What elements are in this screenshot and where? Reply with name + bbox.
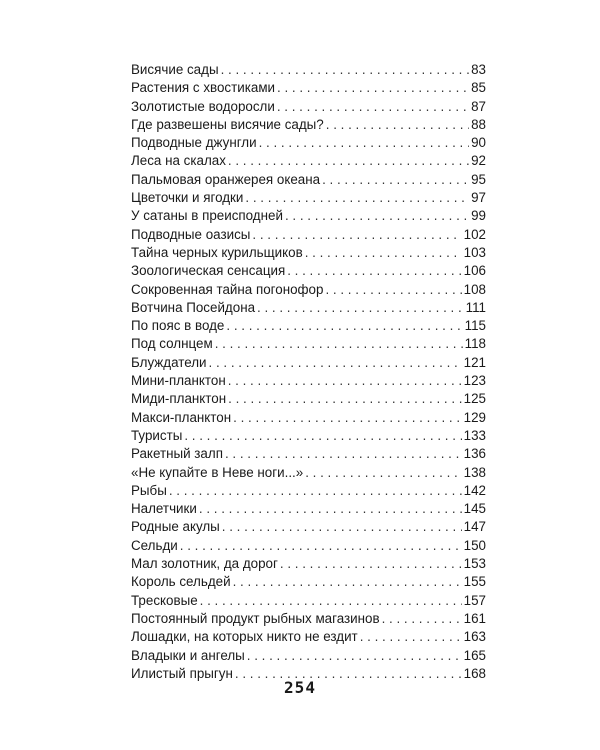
table-of-contents [131,61,486,683]
dot-leader [280,555,462,573]
toc-entry-title: Рыбы [131,482,167,498]
toc-entry-page: 85 [471,80,486,96]
toc-entry-title: По пояс в воде [131,318,225,334]
dot-leader [200,592,462,610]
dot-leader [215,335,463,353]
toc-entry-page: 123 [463,373,486,389]
toc-entry [131,61,486,79]
dot-leader [305,244,462,262]
toc-entry-title: Сельди [131,537,178,553]
toc-entry-title: Владыки и ангелы [131,647,245,663]
toc-entry-page: 147 [463,519,486,535]
toc-entry [131,79,486,97]
toc-entry-title: Растения с хвостиками [131,80,276,96]
toc-entry-title: Родные акулы [131,519,220,535]
toc-entry [131,317,486,335]
dot-leader [277,79,469,97]
toc-entry-title: Леса на скалах [131,153,226,169]
toc-entry [131,244,486,262]
toc-entry-page: 99 [471,208,486,224]
dot-leader [209,354,462,372]
toc-entry [131,354,486,372]
dot-leader [287,262,461,280]
toc-entry [131,464,486,482]
toc-entry [131,171,486,189]
toc-entry-title: Сокровенная тайна погонофор [131,281,324,297]
toc-entry-title: Тайна черных курильщиков [131,244,303,260]
toc-entry [131,500,486,518]
toc-entry-title: Золотистые водоросли [131,98,275,114]
dot-leader [259,134,469,152]
toc-entry-title: Миди-планктон [131,391,227,407]
toc-entry-title: Цветочки и ягодки [131,190,244,206]
toc-entry [131,573,486,591]
toc-entry-page: 88 [471,116,486,132]
page-number: 254 [284,678,316,697]
toc-entry-title: У сатаны в преисподней [131,208,283,224]
toc-entry-title: Мал золотник, да дорог [131,556,278,572]
dot-leader [360,628,462,646]
toc-entry-title: «Не купайте в Неве ноги...» [131,464,304,480]
toc-entry-page: 125 [463,391,486,407]
toc-entry-title: Тресковые [131,592,198,608]
toc-entry-title: Зоологическая сенсация [131,263,286,279]
toc-entry-title: Ракетный залп [131,446,223,462]
dot-leader [228,390,462,408]
toc-entry [131,152,486,170]
toc-entry-title: Висячие сады [131,62,219,77]
toc-entry [131,335,486,353]
toc-entry-page: 111 [465,299,486,315]
dot-leader [226,317,462,335]
dot-leader [322,171,469,189]
toc-entry-page: 161 [463,610,486,626]
toc-entry-page: 136 [463,446,486,462]
toc-entry [131,189,486,207]
dot-leader [199,500,462,518]
dot-leader [221,61,470,79]
toc-entry [131,226,486,244]
dot-leader [225,445,462,463]
toc-entry [131,482,486,500]
dot-leader [252,226,461,244]
toc-entry [131,281,486,299]
toc-entry [131,116,486,134]
dot-leader [180,537,462,555]
toc-entry-title: Под солнцем [131,336,213,352]
toc-entry-page: 95 [471,171,486,187]
dot-leader [245,189,469,207]
toc-entry-title: Где развешены висячие сады? [131,116,324,132]
toc-entry-page: 90 [471,135,486,151]
dot-leader [247,647,462,665]
toc-entry-page: 102 [463,226,486,242]
toc-entry-page: 150 [463,537,486,553]
toc-entry-page: 106 [463,263,486,279]
toc-entry-page: 133 [463,427,486,443]
toc-entry-page: 92 [471,153,486,169]
toc-entry-title: Налетчики [131,501,197,517]
dot-leader [382,610,462,628]
toc-entry-title: Илистый прыгун [131,665,233,681]
toc-entry-page: 153 [463,556,486,572]
toc-entry-page: 108 [463,281,486,297]
toc-entry-title: Туристы [131,427,183,443]
toc-entry [131,262,486,280]
dot-leader [184,427,461,445]
toc-entry-title: Король сельдей [131,574,231,590]
toc-entry [131,537,486,555]
toc-entry-page: 118 [464,336,486,352]
dot-leader [325,281,461,299]
dot-leader [228,152,469,170]
dot-leader [233,409,462,427]
dot-leader [257,299,464,317]
toc-entry [131,610,486,628]
toc-entry-title: Подводные оазисы [131,226,251,242]
toc-entry [131,372,486,390]
toc-entry-page: 168 [463,665,486,681]
dot-leader [222,518,462,536]
toc-entry-page: 103 [463,244,486,260]
dot-leader [277,98,469,116]
toc-entry [131,592,486,610]
toc-entry [131,647,486,665]
toc-entry-title: Вотчина Посейдона [131,299,256,315]
toc-entry-title: Блуждатели [131,354,207,370]
toc-entry-page: 83 [471,62,486,77]
toc-entry [131,207,486,225]
toc-entry [131,445,486,463]
toc-entry-title: Подводные джунгли [131,135,257,151]
toc-entry [131,518,486,536]
toc-entry [131,409,486,427]
toc-entry-page: 165 [463,647,486,663]
toc-entry [131,299,486,317]
toc-entry-page: 121 [463,354,486,370]
toc-entry [131,98,486,116]
toc-entry-title: Мини-планктон [131,373,226,389]
toc-entry [131,555,486,573]
dot-leader [169,482,462,500]
toc-entry-page: 97 [471,190,486,206]
toc-entry [131,390,486,408]
toc-entry-page: 157 [463,592,486,608]
toc-entry-page: 129 [463,409,486,425]
dot-leader [285,207,469,225]
toc-entry-title: Постоянный продукт рыбных магазинов [131,610,380,626]
toc-entry-page: 142 [463,482,486,498]
toc-entry-title: Макси-планктон [131,409,232,425]
dot-leader [305,464,461,482]
dot-leader [228,372,462,390]
dot-leader [233,573,462,591]
toc-entry-title: Лошадки, на которых никто не ездит [131,629,358,645]
toc-entry-page: 138 [463,464,486,480]
toc-entry [131,628,486,646]
toc-entry [131,427,486,445]
toc-entry-page: 163 [463,629,486,645]
toc-entry [131,134,486,152]
dot-leader [326,116,469,134]
toc-entry-page: 155 [463,574,486,590]
toc-entry-page: 115 [464,318,486,334]
toc-entry-title: Пальмовая оранжерея океана [131,171,321,187]
toc-entry-page: 145 [463,501,486,517]
toc-entry-page: 87 [471,98,486,114]
